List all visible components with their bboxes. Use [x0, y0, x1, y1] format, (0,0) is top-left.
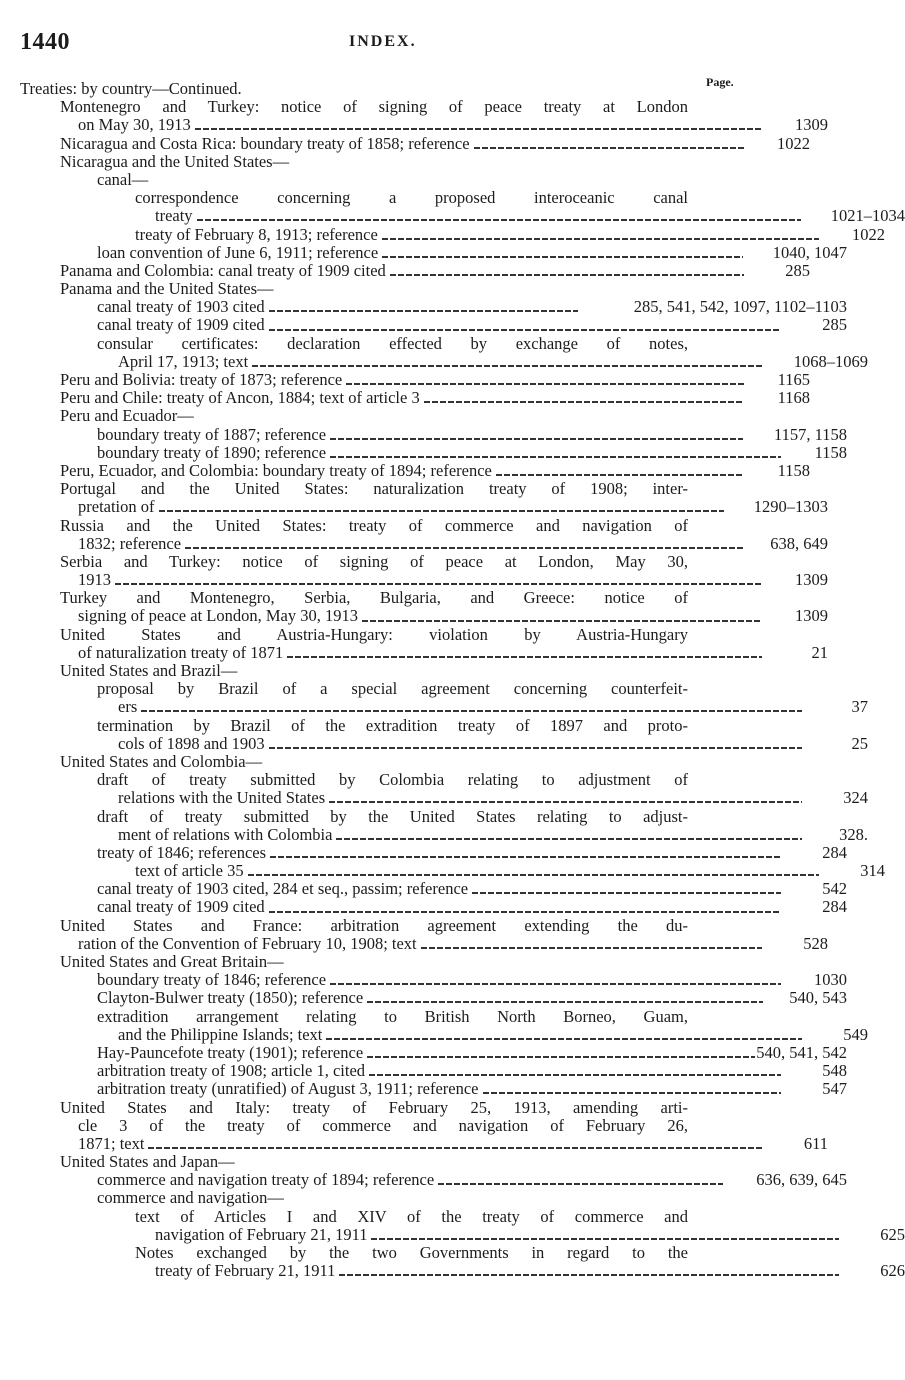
page-column-label: Page. [706, 75, 734, 89]
entry-text: boundary treaty of 1887; reference [97, 424, 327, 444]
dot-leader [326, 1038, 802, 1040]
index-entries [0, 79, 905, 1281]
dot-leader [483, 1092, 782, 1094]
entry-text: Notes exchanged by the two Governments in regard to the [135, 1243, 688, 1262]
dot-leader [269, 329, 781, 331]
entry-text: Peru, Ecuador, and Colombia: boundary treaty of 1894; reference [60, 460, 492, 480]
dot-leader [115, 583, 762, 585]
index-line [0, 953, 835, 971]
index-line [0, 1042, 847, 1062]
index-line [0, 1117, 835, 1135]
index-line [0, 442, 847, 462]
entry-text: arbitration treaty of 1908; article 1, cited [97, 1061, 366, 1081]
index-line [0, 407, 835, 425]
entry-text: navigation of February 21, 1911 [155, 1224, 368, 1244]
entry-text: ration of the Convention of February 10, 1908; text [78, 933, 417, 953]
index-line [0, 1170, 847, 1190]
entry-text: Portugal and the United States: naturalization treaty of 1908; inter- [60, 479, 688, 499]
entry-text: on May 30, 1913 [78, 115, 191, 135]
index-line [0, 1208, 835, 1226]
entry-text: Serbia and Turkey: notice of signing of peace at London, May 30, [60, 551, 688, 571]
dot-leader [269, 747, 802, 749]
page-reference: 1158 [777, 460, 810, 480]
entry-text: text of Articles I and XIV of the treaty of commerce and [135, 1206, 688, 1226]
index-line [0, 626, 835, 644]
entry-text: extradition arrangement relating to British North Borneo, Guam, [97, 1006, 688, 1026]
index-line [0, 917, 835, 935]
page-number: 1440 [20, 29, 70, 55]
index-line [0, 771, 835, 789]
dot-leader [269, 911, 781, 913]
entry-text: United States and France: arbitration agreement extending the du- [60, 915, 688, 935]
index-line [0, 315, 847, 335]
dot-leader [269, 310, 578, 312]
index-line [0, 297, 847, 317]
page-reference: 25 [851, 733, 868, 753]
dot-leader [346, 383, 744, 385]
dot-leader [382, 256, 743, 258]
index-line [0, 115, 828, 135]
page-reference: 1030 [814, 970, 847, 990]
dot-leader [339, 1274, 839, 1276]
page-reference: 314 [860, 861, 885, 881]
page-reference: 324 [843, 788, 868, 808]
page-reference: 547 [822, 1079, 847, 1099]
entry-text: and the Philippine Islands; text [118, 1024, 323, 1044]
dot-leader [362, 620, 762, 622]
entry-text: Clayton-Bulwer treaty (1850); reference [97, 988, 364, 1008]
entry-text: canal treaty of 1903 cited, 284 et seq., passim; reference [97, 879, 469, 899]
index-line [0, 260, 810, 280]
entry-text: United States and Colombia— [60, 751, 263, 771]
dot-leader [336, 838, 802, 840]
entry-text: Panama and Colombia: canal treaty of 1909 cited [60, 260, 386, 280]
entry-text: canal treaty of 1909 cited [97, 897, 265, 917]
index-line [0, 1224, 905, 1244]
index-line [0, 171, 835, 189]
dot-leader [472, 892, 781, 894]
dot-leader [248, 874, 819, 876]
page-reference: 1021–1034 [830, 206, 905, 226]
entry-text: Russia and the United States: treaty of commerce and navigation of [60, 515, 688, 535]
entry-text: correspondence concerning a proposed interoceanic canal [135, 188, 688, 208]
entry-text: Treaties: by country—Continued. [20, 79, 242, 98]
index-line [0, 933, 828, 953]
dot-leader [197, 219, 801, 221]
dot-leader [330, 438, 743, 440]
page-reference: 540, 541, 542 [756, 1042, 847, 1062]
entry-text: Montenegro and Turkey: notice of signing of peace treaty at London [60, 97, 688, 117]
index-line [0, 189, 835, 207]
entry-text: Peru and Ecuador— [60, 406, 194, 426]
index-line [0, 1079, 847, 1099]
dot-leader [474, 147, 744, 149]
index-line [0, 133, 810, 153]
entry-text: treaty of 1846; references [97, 842, 267, 862]
entry-text: cols of 1898 and 1903 [118, 733, 265, 753]
entry-text: Panama and the United States— [60, 279, 274, 299]
dot-leader [195, 128, 762, 130]
index-line [0, 879, 847, 899]
entry-text: ment of relations with Colombia [118, 824, 333, 844]
entry-text: loan convention of June 6, 1911; reference [97, 242, 379, 262]
entry-text: United States and Japan— [60, 1152, 235, 1172]
entry-text: April 17, 1913; text [118, 351, 249, 371]
entry-text: proposal by Brazil of a special agreement concerning counterfeit- [97, 679, 688, 699]
page-reference: 1290–1303 [753, 497, 828, 517]
index-line [0, 824, 868, 844]
index-line [0, 1244, 835, 1262]
page-reference: 21 [811, 642, 828, 662]
index-line [0, 733, 868, 753]
dot-leader [270, 856, 781, 858]
index-line [0, 370, 810, 389]
page-reference: 1309 [795, 570, 828, 590]
dot-leader [369, 1074, 781, 1076]
entry-text: United States and Great Britain— [60, 952, 284, 971]
entry-text: commerce and navigation— [97, 1188, 284, 1208]
dot-leader [367, 1001, 763, 1003]
index-line [0, 570, 828, 590]
dot-leader [330, 983, 781, 985]
entry-text: Turkey and Montenegro, Serbia, Bulgaria, and Greece: notice of [60, 588, 688, 608]
index-line [0, 553, 835, 571]
index-line [0, 970, 847, 990]
index-line [0, 224, 885, 244]
page-reference: 542 [822, 879, 847, 899]
entry-text: text of article 35 [135, 861, 244, 881]
index-line [0, 80, 835, 98]
page-reference: 528 [803, 933, 828, 953]
index-line [0, 424, 847, 444]
entry-text: 1871; text [78, 1133, 145, 1153]
index-line [0, 842, 847, 862]
dot-leader [438, 1183, 723, 1185]
page-reference: 285, 541, 542, 1097, 1102–1103 [633, 297, 847, 317]
page-reference: 611 [803, 1133, 828, 1153]
dot-leader [148, 1147, 762, 1149]
page-reference: 284 [822, 897, 847, 917]
index-line [0, 1153, 835, 1171]
entry-text: canal treaty of 1909 cited [97, 315, 265, 335]
entry-text: 1832; reference [78, 533, 182, 553]
entry-text: of naturalization treaty of 1871 [78, 642, 284, 662]
entry-text: arbitration treaty (unratified) of August 3, 1911; reference [97, 1079, 479, 1099]
entry-text: 1913 [78, 570, 111, 590]
dot-leader [287, 656, 762, 658]
index-line [0, 642, 828, 662]
entry-text: boundary treaty of 1846; reference [97, 970, 327, 990]
entry-text: United States and Italy: treaty of February 25, 1913, amending arti- [60, 1097, 688, 1117]
index-line [0, 753, 835, 771]
index-line [0, 717, 835, 735]
index-line [0, 1024, 868, 1044]
index-line [0, 697, 868, 717]
dot-leader [329, 801, 802, 803]
index-line [0, 808, 835, 826]
index-line [0, 153, 835, 171]
page-reference: 284 [822, 842, 847, 862]
dot-leader [424, 401, 744, 403]
entry-text: Nicaragua and the United States— [60, 151, 290, 171]
entry-text: consular certificates: declaration effected by exchange of notes, [97, 333, 688, 353]
page-reference: 1158 [814, 442, 847, 462]
index-line [0, 388, 810, 408]
entry-text: boundary treaty of 1890; reference [97, 442, 327, 462]
page-reference: 549 [843, 1024, 868, 1044]
index-line [0, 533, 828, 553]
page-reference: 285 [822, 315, 847, 335]
page-reference: 626 [880, 1261, 905, 1281]
dot-leader [382, 238, 819, 240]
entry-text: commerce and navigation treaty of 1894; reference [97, 1170, 435, 1190]
page-reference: 285 [785, 260, 810, 280]
dot-leader [252, 365, 764, 367]
dot-leader [185, 547, 744, 549]
index-line [0, 680, 835, 698]
page-reference: 1022 [852, 224, 885, 244]
page-reference: 328. [839, 824, 868, 844]
index-line [0, 242, 847, 262]
index-line [0, 1261, 905, 1281]
page-reference: 37 [851, 697, 868, 717]
dot-leader [367, 1056, 755, 1058]
entry-text: relations with the United States [118, 788, 326, 808]
index-line [0, 460, 810, 480]
index-line [0, 897, 847, 917]
index-line [0, 988, 847, 1008]
dot-leader [421, 947, 762, 949]
index-line [0, 480, 835, 498]
dot-leader [159, 510, 724, 512]
entry-text: treaty [155, 206, 193, 226]
entry-text: cle 3 of the treaty of commerce and navigation of February 26, [78, 1115, 688, 1135]
entry-text: signing of peace at London, May 30, 1913 [78, 606, 358, 626]
entry-text: canal— [97, 169, 149, 189]
entry-text: Nicaragua and Costa Rica: boundary treaty of 1858; reference [60, 133, 470, 153]
page-reference: 1040, 1047 [772, 242, 847, 262]
index-line [0, 1061, 847, 1081]
entry-text: treaty of February 21, 1911 [155, 1261, 336, 1281]
entry-text: Peru and Bolivia: treaty of 1873; reference [60, 370, 343, 389]
entry-text: United States and Brazil— [60, 661, 238, 680]
page-reference: 1309 [795, 606, 828, 626]
page-reference: 1157, 1158 [773, 424, 847, 444]
page-reference: 1068–1069 [793, 351, 868, 371]
page-reference: 1022 [777, 133, 810, 153]
index-line [0, 1099, 835, 1117]
entry-text: United States and Austria-Hungary: violation by Austria-Hungary [60, 624, 688, 644]
dot-leader [496, 474, 744, 476]
dot-leader [330, 456, 781, 458]
index-line [0, 335, 835, 353]
entry-text: treaty of February 8, 1913; reference [135, 224, 378, 244]
page-reference: 1168 [777, 388, 810, 408]
page-reference: 540, 543 [789, 988, 847, 1008]
index-line [0, 788, 868, 808]
entry-text: termination by Brazil of the extradition treaty of 1897 and proto- [97, 715, 688, 735]
entry-text: ers [118, 697, 138, 717]
dot-leader [371, 1238, 839, 1240]
index-line [0, 206, 905, 226]
entry-text: Peru and Chile: treaty of Ancon, 1884; text of article 3 [60, 388, 420, 408]
entry-text: draft of treaty submitted by the United States relating to adjust- [97, 806, 688, 826]
index-line [0, 1133, 828, 1153]
entry-text: draft of treaty submitted by Colombia relating to adjustment of [97, 770, 688, 790]
page-reference: 638, 649 [770, 533, 828, 553]
index-line [0, 98, 835, 116]
entry-text: canal treaty of 1903 cited [97, 297, 265, 317]
entry-text: Hay-Pauncefote treaty (1901); reference [97, 1042, 364, 1062]
index-line [0, 589, 835, 607]
dot-leader [390, 274, 744, 276]
index-line [0, 606, 828, 626]
page-reference: 1165 [777, 370, 810, 389]
index-line [0, 662, 835, 680]
running-head: INDEX. [349, 33, 417, 50]
index-line [0, 351, 868, 371]
page-reference: 636, 639, 645 [756, 1170, 847, 1190]
index-line [0, 497, 828, 517]
page-reference: 548 [822, 1061, 847, 1081]
dot-leader [141, 710, 802, 712]
index-line [0, 1189, 835, 1207]
page-reference: 625 [880, 1224, 905, 1244]
index-line [0, 1008, 835, 1026]
index-line [0, 861, 885, 881]
page-reference: 1309 [795, 115, 828, 135]
index-line [0, 280, 835, 298]
index-line [0, 517, 835, 535]
entry-text: pretation of [78, 497, 155, 517]
